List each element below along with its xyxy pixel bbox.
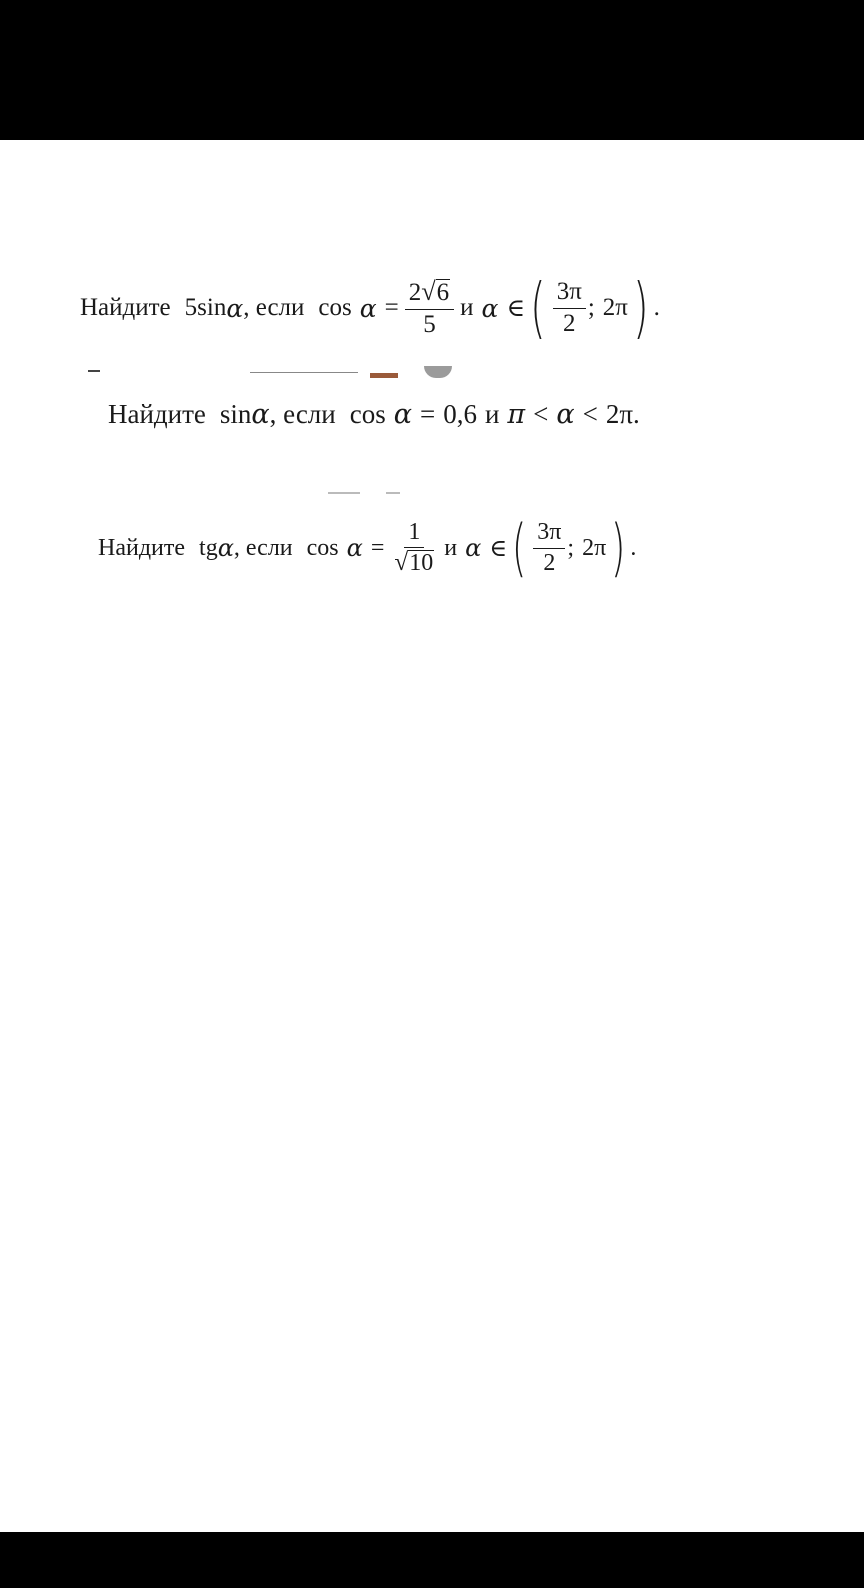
problem-2-cond-word: , если xyxy=(269,398,336,429)
problem-3-int-sep: ; xyxy=(567,534,575,561)
problem-2-pi: π xyxy=(507,398,526,430)
problem-2-var-2: α xyxy=(393,398,412,430)
problem-2-right: 2π xyxy=(605,398,633,429)
problem-1-end: . xyxy=(653,294,660,321)
problem-1-interval-fraction xyxy=(553,279,586,337)
problem-1-target-fn: sin xyxy=(197,294,227,321)
problem-1-lead: Найдите xyxy=(80,294,171,321)
problem-3-int-right: 2π xyxy=(582,534,607,561)
problem-1-coef: 5 xyxy=(184,294,198,321)
problem-3-int-num: 3π xyxy=(533,520,565,548)
problem-1-cond-word: , если xyxy=(243,294,305,321)
problem-3-den-sqrt: 10 xyxy=(409,550,434,577)
problem-3-target-fn: tg xyxy=(199,534,218,561)
problem-1-int-sep: ; xyxy=(587,294,595,321)
problem-1-var-2: α xyxy=(359,293,377,323)
problem-3-in: ∈ xyxy=(489,535,508,562)
problem-1-num-coef: 2 xyxy=(408,279,422,307)
problem-3-interval-fraction xyxy=(533,520,565,575)
problem-2-lead: Найдите xyxy=(108,398,206,429)
problem-3-int-den: 2 xyxy=(543,549,556,576)
bottom-black-bar xyxy=(0,1532,864,1588)
problem-3-num: 1 xyxy=(404,520,424,548)
problem-3-given-fn: cos xyxy=(306,534,339,561)
problem-1-fraction: 2 √ 6 5 xyxy=(405,278,454,338)
scan-artifact-dash xyxy=(328,492,360,494)
problem-2-given-fn: cos xyxy=(349,398,386,429)
scan-artifact-dots xyxy=(88,370,100,372)
problem-2-eq: = xyxy=(419,398,436,429)
problem-3-right-paren: ) xyxy=(611,511,626,584)
problem-2-var: α xyxy=(251,398,270,430)
problem-3-var-2: α xyxy=(346,534,363,562)
problem-3-eq: = xyxy=(370,534,385,561)
problem-2-lt-2: < xyxy=(582,398,598,429)
problem-3-end: . xyxy=(630,534,637,561)
scan-artifact-gray-arc xyxy=(424,366,452,378)
problem-1-eq: = xyxy=(384,294,399,321)
problem-3-left-paren: ( xyxy=(511,511,527,584)
problem-1-num-sqrt: 6 xyxy=(436,278,450,306)
scan-artifact-line xyxy=(250,372,358,373)
problem-1-left-paren: ( xyxy=(530,269,546,346)
problem-1 xyxy=(80,268,660,348)
problem-3-and: и xyxy=(444,534,458,561)
problem-2-value: 0,6 xyxy=(443,398,477,429)
problem-3-var-3: α xyxy=(465,534,482,562)
problem-3-cond-word: , если xyxy=(233,534,293,561)
problem-3-var: α xyxy=(217,534,234,562)
problem-1-given-fn: cos xyxy=(318,294,352,321)
problem-3-lead: Найдите xyxy=(98,534,186,561)
problem-1-var-3: α xyxy=(481,293,499,323)
problem-3 xyxy=(98,508,636,588)
scan-artifact-brown-mark xyxy=(370,373,398,378)
problem-3-fraction: 1 √ 10 xyxy=(394,518,434,577)
problem-2-lt: < xyxy=(533,398,549,429)
problem-1-var: α xyxy=(226,293,244,323)
top-black-bar xyxy=(0,0,864,140)
problem-1-den: 5 xyxy=(423,310,436,338)
problem-1-right-paren: ) xyxy=(633,269,649,346)
problem-1-int-num: 3π xyxy=(553,279,586,308)
problem-1-in: ∈ xyxy=(506,295,525,322)
problem-2-and: и xyxy=(484,398,500,429)
problem-2 xyxy=(108,397,640,431)
problem-1-and: и xyxy=(460,294,474,321)
scan-artifact-dash-2 xyxy=(386,492,400,494)
problem-2-end: . xyxy=(633,398,640,429)
problem-2-target-fn: sin xyxy=(219,398,252,429)
problem-1-int-den: 2 xyxy=(563,309,576,337)
problem-2-var-3: α xyxy=(556,398,575,430)
problem-1-int-right: 2π xyxy=(602,294,628,321)
